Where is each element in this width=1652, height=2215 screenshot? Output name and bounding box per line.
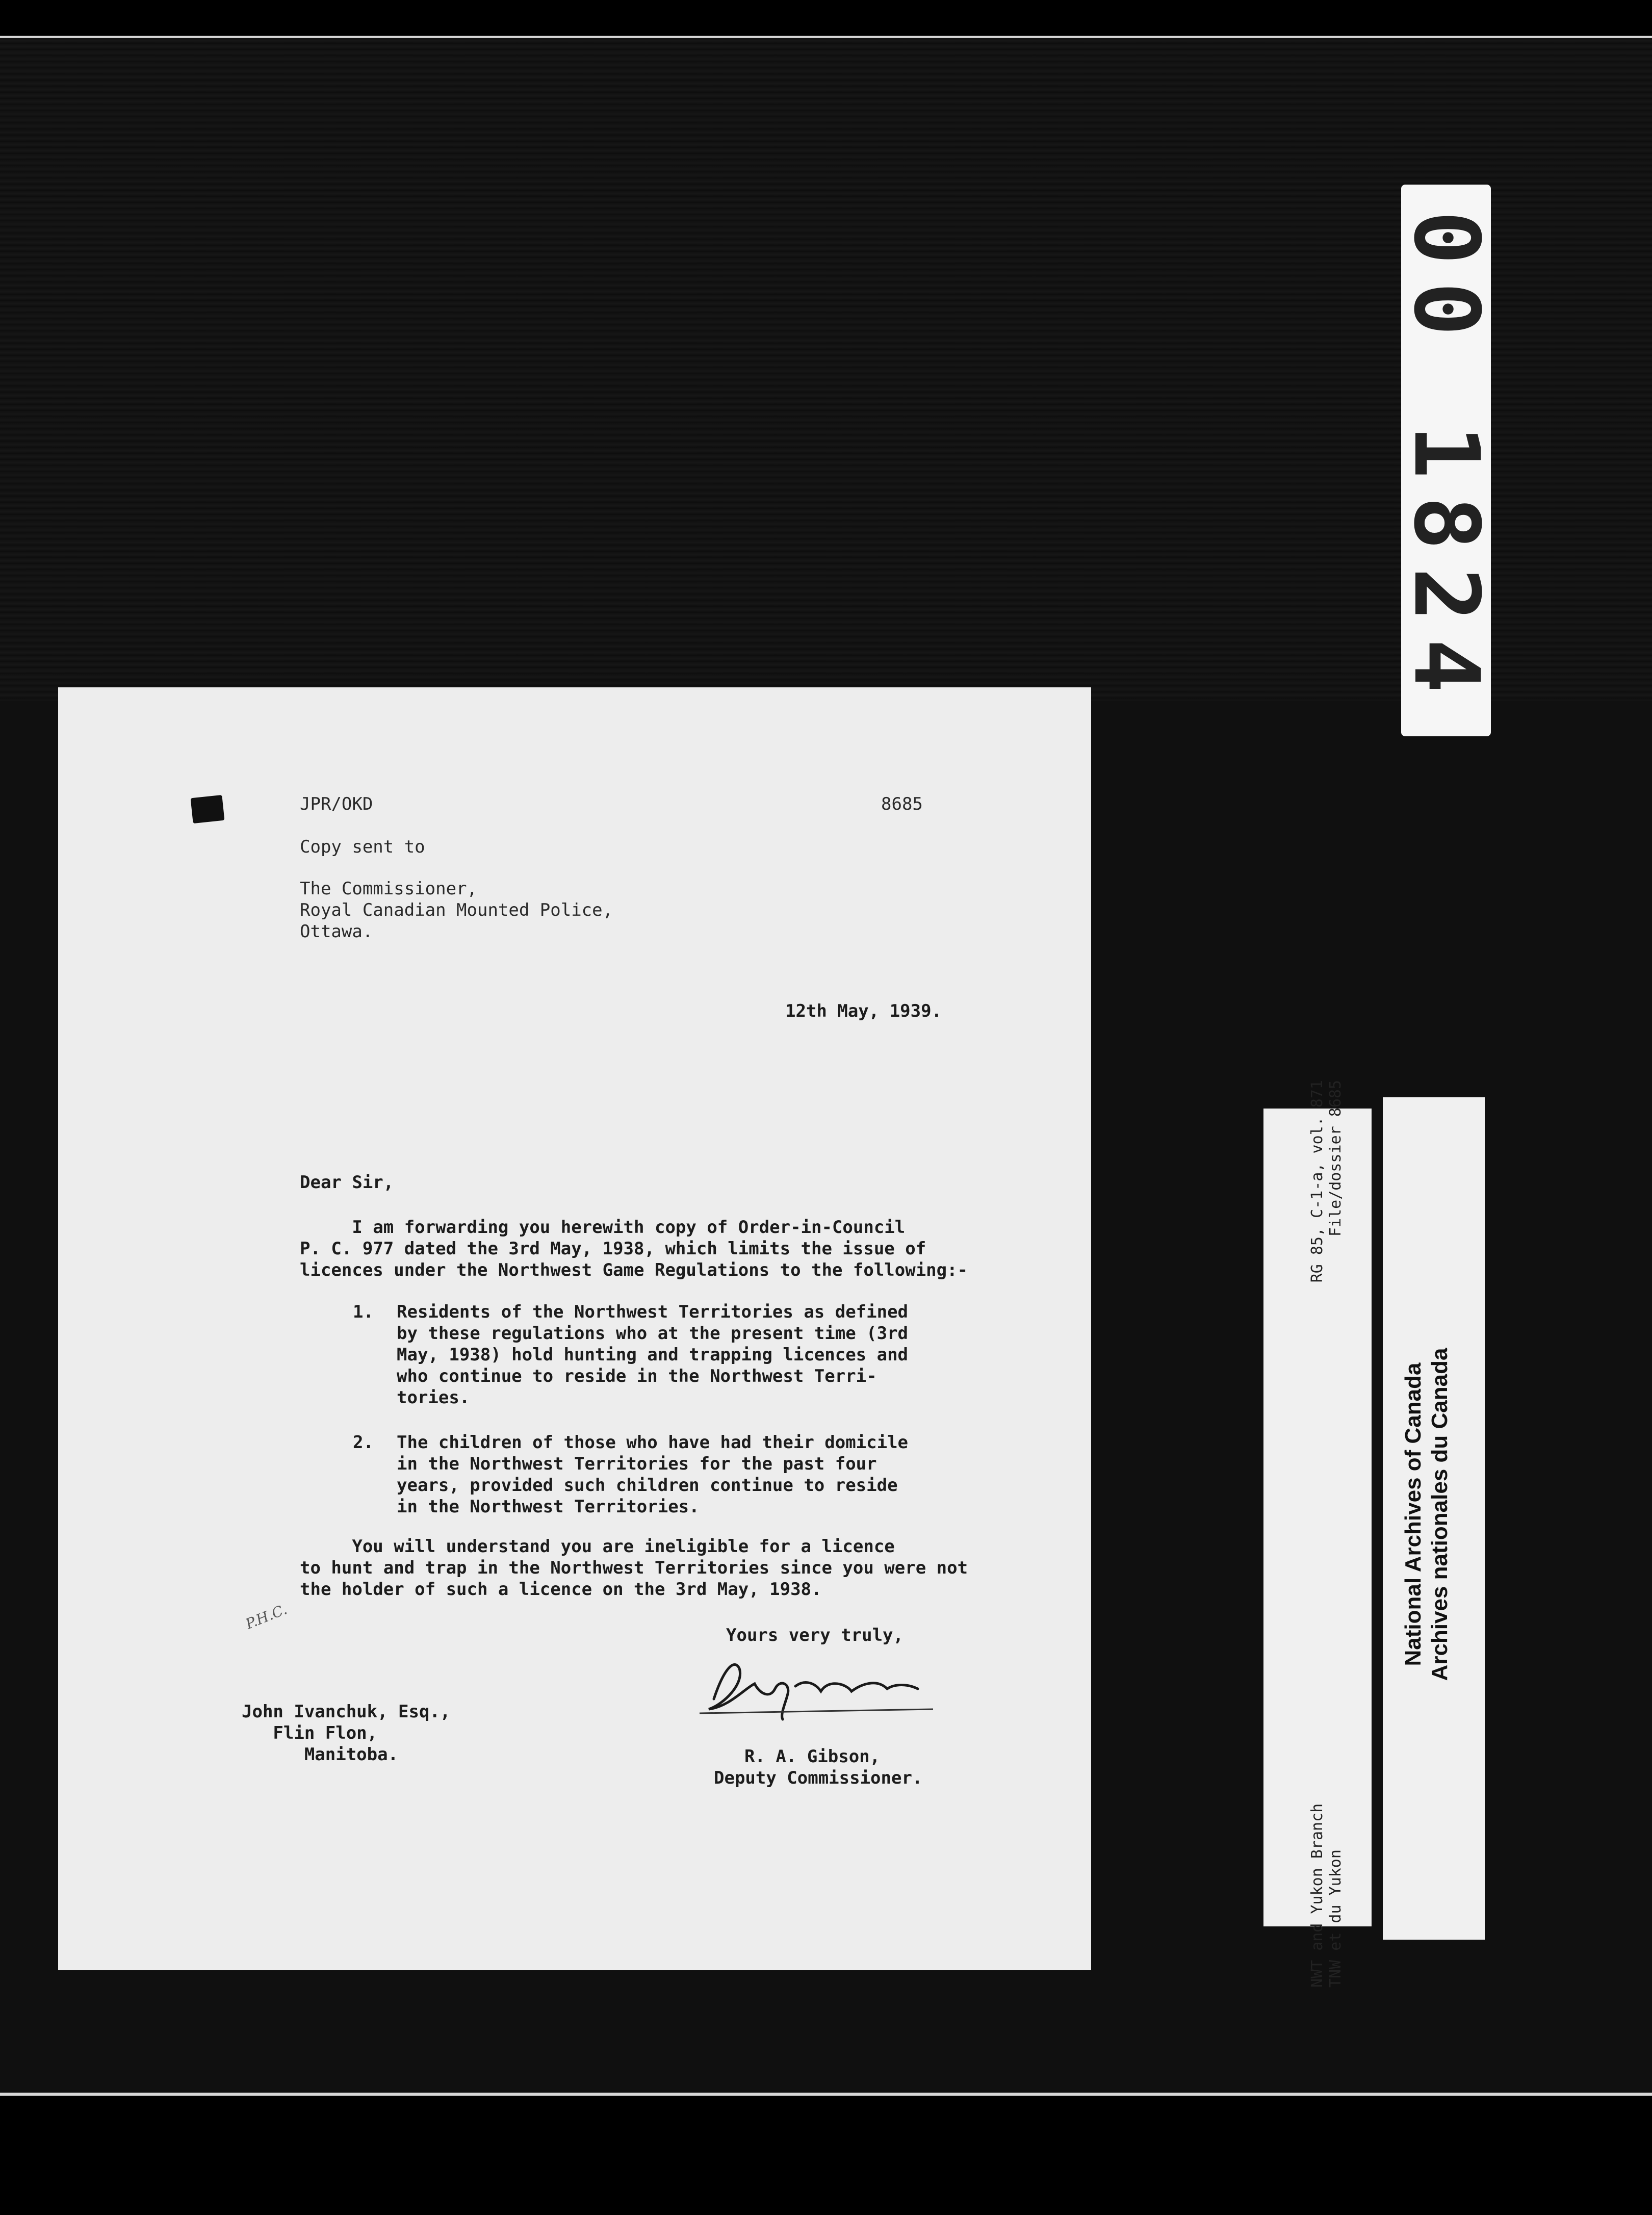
closing-line: You will understand you are ineligible for a licence bbox=[300, 1536, 895, 1557]
closing-line: the holder of such a licence on the 3rd May, 1938. bbox=[300, 1579, 822, 1600]
film-bottom-border bbox=[0, 2096, 1652, 2215]
file-number: 8685 bbox=[881, 794, 923, 814]
copy-recipient-line: The Commissioner, bbox=[300, 879, 477, 899]
list-item-line: by these regulations who at the present time (3rd bbox=[397, 1323, 909, 1344]
signature bbox=[693, 1648, 938, 1724]
intro-line: I am forwarding you herewith copy of Order-in-Council bbox=[300, 1217, 906, 1238]
list-item-line: in the Northwest Territories. bbox=[397, 1497, 700, 1517]
list-item-line: tories. bbox=[397, 1387, 470, 1408]
list-item-line: in the Northwest Territories for the past four bbox=[397, 1454, 877, 1474]
letter-date: 12th May, 1939. bbox=[785, 1001, 942, 1021]
list-item-line: The children of those who have had their domicile bbox=[397, 1432, 909, 1453]
salutation: Dear Sir, bbox=[300, 1172, 394, 1193]
complimentary-close: Yours very truly, bbox=[726, 1625, 904, 1645]
signatory-name: R. A. Gibson, bbox=[744, 1746, 881, 1767]
film-top-edge bbox=[0, 36, 1652, 38]
addressee-line: Flin Flon, bbox=[242, 1723, 378, 1743]
list-item-number: 2. bbox=[353, 1432, 374, 1453]
file-reference-line: RG 85, C-1-a, vol. 871 bbox=[1308, 1080, 1326, 1283]
handwritten-initials: P.H.C. bbox=[243, 1601, 290, 1633]
copy-sent-to: Copy sent to bbox=[300, 837, 425, 857]
list-item-line: May, 1938) hold hunting and trapping licences and bbox=[397, 1345, 909, 1365]
archives-name-fr: Archives nationales du Canada bbox=[1427, 1348, 1452, 1681]
branch-label-line: NWT and Yukon Branch bbox=[1308, 1803, 1326, 1988]
list-item-number: 1. bbox=[353, 1302, 374, 1322]
list-item-line: years, provided such children continue to reside bbox=[397, 1475, 898, 1496]
addressee-line: Manitoba. bbox=[242, 1744, 399, 1765]
reference-code: JPR/OKD bbox=[300, 794, 373, 814]
intro-line: licences under the Northwest Game Regulations to the following:- bbox=[300, 1260, 968, 1280]
film-top-border bbox=[0, 0, 1652, 36]
file-reference-line: File/dossier 8685 bbox=[1327, 1080, 1345, 1237]
copy-recipient-line: Royal Canadian Mounted Police, bbox=[300, 900, 613, 920]
list-item-line: who continue to reside in the Northwest Terri- bbox=[397, 1366, 877, 1386]
ink-blot bbox=[191, 795, 225, 823]
frame-number: 00 1824 bbox=[1394, 211, 1499, 710]
intro-line: P. C. 977 dated the 3rd May, 1938, which limits the issue of bbox=[300, 1239, 926, 1259]
closing-line: to hunt and trap in the Northwest Territories since you were not bbox=[300, 1558, 968, 1578]
list-item-line: Residents of the Northwest Territories as defined bbox=[397, 1302, 909, 1322]
signatory-title: Deputy Commissioner. bbox=[714, 1768, 923, 1788]
copy-recipient-line: Ottawa. bbox=[300, 921, 373, 942]
archives-name-en: National Archives of Canada bbox=[1401, 1362, 1426, 1666]
addressee-line: John Ivanchuk, Esq., bbox=[242, 1702, 451, 1722]
branch-label-line: TNW et du Yukon bbox=[1327, 1849, 1345, 1988]
